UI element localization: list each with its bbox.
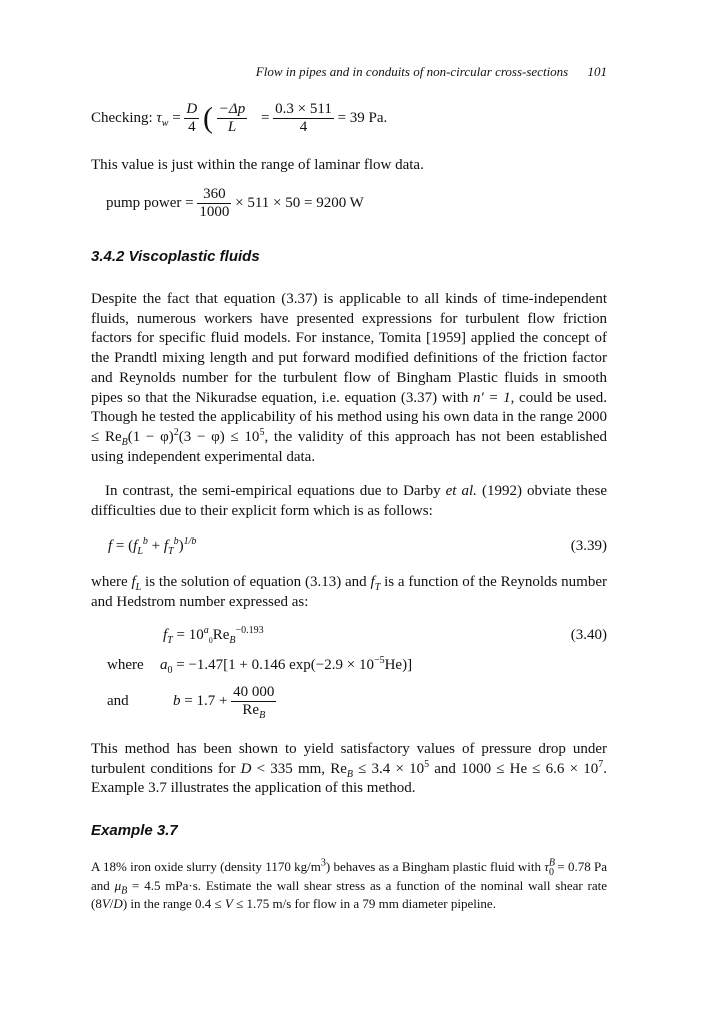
running-title: Flow in pipes and in conduits of non-circular cross-sections xyxy=(255,64,569,79)
text: In contrast, the semi-empirical equations due to Darby xyxy=(105,483,446,499)
subscript: L xyxy=(135,582,142,593)
text: . Example 3.7 illustrates the application of this method. xyxy=(91,760,607,797)
subscript: T xyxy=(167,635,173,646)
subscript: T xyxy=(374,582,381,593)
text: < 335 mm, Re xyxy=(251,760,347,777)
text: + xyxy=(147,538,164,554)
text: = 10 xyxy=(172,627,204,643)
superscript: b xyxy=(173,536,179,547)
text: = ( xyxy=(112,538,134,554)
subscript: 0 xyxy=(208,636,213,645)
paragraph-2 xyxy=(91,482,607,521)
text: (1 − φ) xyxy=(127,428,174,445)
text: ) xyxy=(178,538,184,554)
and-fraction xyxy=(231,684,276,719)
frac-den: 1000 xyxy=(199,204,230,220)
symbol: V xyxy=(101,896,110,912)
equals-sign: = xyxy=(172,109,181,126)
symbol: V xyxy=(224,896,233,912)
symbol: τ xyxy=(544,859,549,874)
superscript: 3 xyxy=(320,857,326,869)
text: ≤ 3.4 × 10 xyxy=(352,760,425,777)
superscript: 5 xyxy=(259,426,265,438)
superscript: 7 xyxy=(598,758,604,770)
symbol: μ xyxy=(114,877,122,893)
symbol: f xyxy=(163,627,168,643)
frac-den: 4 xyxy=(184,118,199,136)
symbol: f xyxy=(133,538,138,554)
subscript: B xyxy=(121,436,128,448)
pump-power-equation xyxy=(106,186,622,221)
where-line xyxy=(107,657,607,674)
fraction-d-over-4 xyxy=(184,101,199,136)
text: = 4.5 mPa·s. Estimate the wall shear stress as a function of the nominal wall shear rate (8 xyxy=(91,877,607,912)
laminar-note: This value is just within the range of laminar flow data. xyxy=(91,157,424,173)
tau-symbol: τ xyxy=(156,109,162,126)
frac-num: 0.3 × 511 xyxy=(275,101,332,117)
text: He)] xyxy=(384,657,413,673)
equation-number: (3.39) xyxy=(570,538,607,554)
frac-num: 40 000 xyxy=(233,684,275,700)
symbol: f xyxy=(108,538,113,554)
frac-num: 360 xyxy=(203,186,226,202)
subscript: B xyxy=(346,768,353,780)
text: = 1.7 + xyxy=(180,693,232,709)
n-prime: n′ = 1 xyxy=(473,389,511,406)
text: is a function of the Reynolds number and Hedstrom number expressed as: xyxy=(91,574,607,610)
frac-den: L xyxy=(217,118,247,136)
and-label: and xyxy=(107,693,129,709)
superscript: b xyxy=(142,536,148,547)
frac-den: 4 xyxy=(273,118,334,136)
subscript: B xyxy=(259,710,266,721)
checking-result: = 39 Pa. xyxy=(337,109,388,126)
superscript: 1/b xyxy=(183,536,197,547)
page-number: 101 xyxy=(587,64,607,79)
pump-label: pump power xyxy=(106,194,182,211)
text: Re xyxy=(242,702,260,718)
superscript: −5 xyxy=(373,655,385,666)
checking-equation xyxy=(91,101,607,136)
text: / xyxy=(109,896,114,912)
paragraph-4 xyxy=(91,740,607,799)
frac-den xyxy=(231,701,276,719)
text: ≤ 1.75 m/s for flow in a 79 mm diameter pipeline. xyxy=(232,896,496,912)
symbol: f xyxy=(370,574,375,590)
frac-num: D xyxy=(186,101,198,117)
symbol: f xyxy=(131,574,136,590)
equals-sign: = xyxy=(260,109,270,126)
symbol: D xyxy=(113,896,123,912)
fraction-dp-over-l xyxy=(217,101,247,136)
text: and 1000 ≤ He ≤ 6.6 × 10 xyxy=(429,760,599,777)
frac-num: −Δp xyxy=(218,101,246,117)
paragraph-3 xyxy=(91,573,607,612)
equation-number: (3.40) xyxy=(570,627,607,643)
equation-3-39 xyxy=(91,538,607,560)
subscript: T xyxy=(168,546,174,557)
superscript: B xyxy=(548,857,556,869)
subscript: 0 xyxy=(167,665,173,676)
equals-sign: = xyxy=(185,194,194,211)
superscript: −0.193 xyxy=(235,625,264,636)
subscript: B xyxy=(121,885,128,897)
where-label: where xyxy=(107,657,144,673)
superscript: 5 xyxy=(424,758,430,770)
symbol: b xyxy=(173,693,181,709)
checking-label: Checking: xyxy=(91,109,153,126)
symbol: D xyxy=(240,760,252,777)
example-heading: Example 3.7 xyxy=(91,822,178,839)
symbol: f xyxy=(163,538,169,554)
text: = 0.78 Pa and xyxy=(91,859,607,893)
example-text xyxy=(91,858,607,914)
text: This method has been shown to yield satisfactory values of pressure drop under turbulent conditions for xyxy=(91,741,607,777)
superscript: a xyxy=(203,625,209,636)
text: ) in the range 0.4 ≤ xyxy=(122,896,225,912)
text: A 18% iron oxide slurry (density 1170 kg/m xyxy=(91,859,321,874)
et-al: et al. xyxy=(445,483,477,499)
superscript: 2 xyxy=(173,426,179,438)
text: (1992) obviate these difficulties due to their explicit form which is as follows: xyxy=(91,483,607,519)
and-line xyxy=(107,684,607,719)
text: (3 − φ) ≤ 10 xyxy=(178,428,260,445)
paragraph-1 xyxy=(91,290,607,467)
paren-open: ( xyxy=(203,101,214,135)
text: Despite the fact that equation (3.37) is applicable to all kinds of time-independent fluids, numerous workers have presented expressions for turbulent flow friction factors for specific fluid models. For instance, Tomita [1959] applied the concept of the Prandtl mixing length and put forward modified definitions of the friction factor and Reynolds number for the turbulent flow of Bingham Plastic fluids in smooth pipes so that the Nikuradse equation, i.e. equation (3.37) with xyxy=(91,291,607,406)
fraction-value xyxy=(273,101,334,136)
text: where xyxy=(91,574,132,590)
subscript: B xyxy=(229,635,236,646)
text: ) behaves as a Bingham plastic fluid with xyxy=(325,859,545,874)
text: , the validity of this approach has not been established using independent experimental data. xyxy=(91,428,607,465)
symbol: a xyxy=(160,657,168,673)
pump-rest: × 511 × 50 = 9200 W xyxy=(235,194,364,211)
subscript: 0 xyxy=(549,866,555,878)
text: is the solution of equation (3.13) and xyxy=(141,574,371,590)
running-header xyxy=(91,64,607,80)
text: , could be used. Though he tested the applicability of his method using his own data in the range 2000 ≤ Re xyxy=(91,389,608,445)
text: Re xyxy=(212,627,230,643)
section-heading: 3.4.2 Viscoplastic fluids xyxy=(91,248,260,265)
subscript: L xyxy=(137,546,143,557)
pump-fraction xyxy=(197,186,231,221)
text: = −1.47[1 + 0.146 exp(−2.9 × 10 xyxy=(172,657,374,673)
tau-subscript: w xyxy=(161,117,169,129)
equation-3-40 xyxy=(91,627,607,649)
